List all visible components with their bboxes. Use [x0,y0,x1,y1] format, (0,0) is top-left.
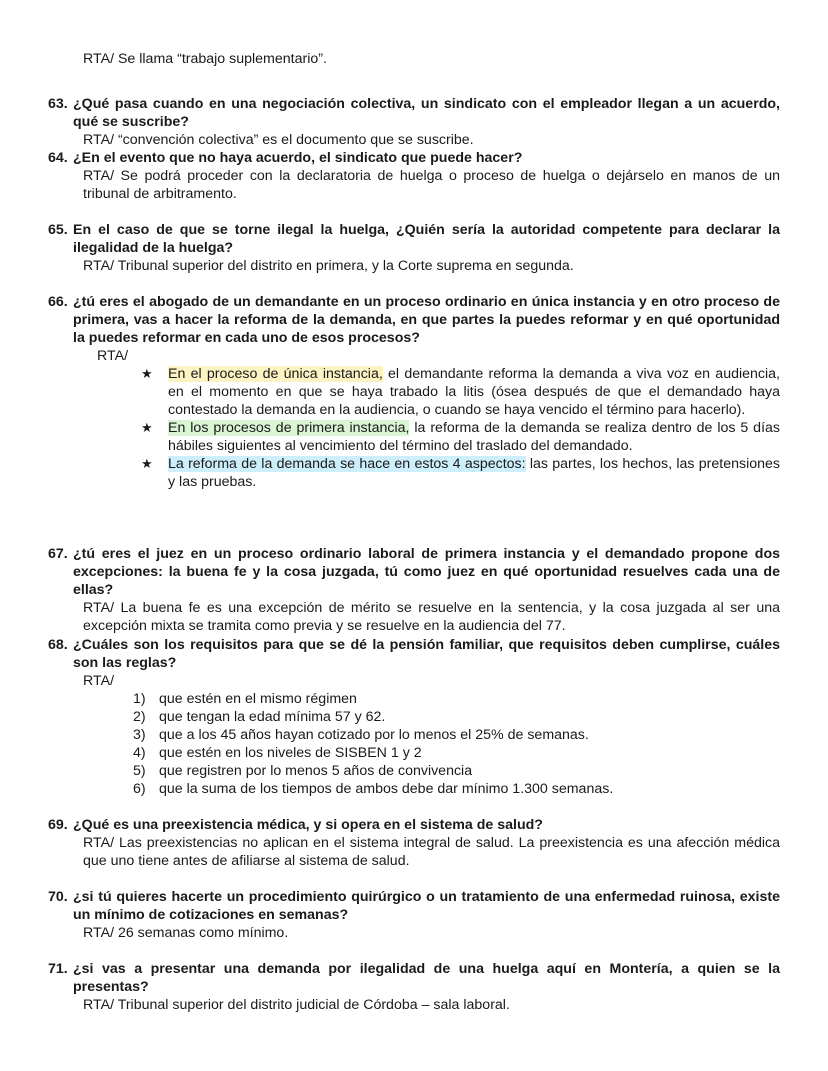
requirements-list [0,690,828,798]
question-label: En el caso de que se torne ilegal la huelga, ¿Quién sería la autoridad competente para declarar la ilegalidad de la huelga? [73,222,780,256]
answer-65: RTA/ Tribunal superior del distrito en primera, y la Corte suprema en segunda. [83,258,574,274]
question-63-text [0,95,828,131]
answer-69: RTA/ Las preexistencias no aplican en el sistema integral de salud. La preexistencia es una afección médica que uno tiene antes de afiliarse al sistema de salud. [83,835,780,869]
question-64 [0,149,828,203]
item-text: que la suma de los tiempos de ambos debe dar mínimo 1.300 semanas. [159,781,614,797]
item-text: que registren por lo menos 5 años de convivencia [159,763,473,779]
question-70-text [0,888,828,924]
list-item [133,744,780,762]
list-item [133,690,780,708]
question-number: 67. [48,546,68,562]
item-number: 6) [133,781,146,797]
question-label: ¿si tú quieres hacerte un procedimiento quirúrgico o un tratamiento de una enfermedad ruinosa, existe un mínimo de cotizaciones en semanas? [73,889,780,923]
question-66 [0,293,828,491]
list-item [133,708,780,726]
answer-70: RTA/ 26 semanas como mínimo. [83,925,289,941]
highlighted-phrase: En los procesos de primera instancia, [168,420,410,436]
question-65-text [0,221,828,257]
item-text: que estén en el mismo régimen [159,691,357,707]
highlighted-phrase: En el proceso de única instancia, [168,366,383,382]
item-text: que a los 45 años hayan cotizado por lo menos el 25% de semanas. [159,727,589,743]
answer-68-label: RTA/ [83,673,115,689]
question-label: ¿Cuáles son los requisitos para que se dé la pensión familiar, que requisitos deben cumplirse, cuáles son las reglas? [73,637,780,671]
bullet-text: las partes, los hechos, las pretensiones y las pruebas. [168,456,780,490]
question-64-text [0,149,828,167]
item-text: que estén en los niveles de SISBEN 1 y 2 [159,745,422,761]
question-number: 70. [48,889,68,905]
question-71-text [0,960,828,996]
question-number: 68. [48,637,68,653]
item-number: 5) [133,763,146,779]
question-label: ¿Qué es una preexistencia médica, y si opera en el sistema de salud? [73,817,543,833]
bullet-text: la reforma de la demanda se realiza dentro de los 5 días hábiles siguientes al vencimiento del término del traslado del demandado. [168,420,780,454]
question-71 [0,960,828,1014]
answer-66-label: RTA/ [97,348,129,364]
previous-answer-block [0,50,828,68]
question-63 [0,95,828,149]
list-item [133,726,780,744]
question-label: ¿En el evento que no haya acuerdo, el sindicato que puede hacer? [73,150,523,166]
item-number: 2) [133,709,146,725]
star-icon: ★ [141,420,153,435]
question-number: 65. [48,222,68,238]
question-label: ¿tú eres el abogado de un demandante en un proceso ordinario en única instancia y en otro proceso de primera, vas a hacer la reforma de la demanda, en que partes la puedes reformar y en qué oportunidad la puedes reformar en cada uno de esos procesos? [73,294,780,346]
question-67 [0,545,828,635]
question-number: 66. [48,294,68,310]
star-icon: ★ [141,456,153,471]
star-icon: ★ [141,366,153,381]
bullet-item [141,365,780,419]
bullet-text: el demandante reforma la demanda a viva voz en audiencia, en el momento en que se haya trabado la litis (ósea después de que el demandado haya contestado la demanda en la audiencia, o cuando se haya vencido el término para hacerlo). [168,366,780,418]
question-69-text [0,816,828,834]
answer-71: RTA/ Tribunal superior del distrito judicial de Córdoba – sala laboral. [83,997,510,1013]
item-number: 1) [133,691,146,707]
list-item [133,780,780,798]
question-66-text [0,293,828,347]
bullet-item [141,455,780,491]
question-65 [0,221,828,275]
item-number: 3) [133,727,146,743]
bullet-item [141,419,780,455]
question-label: ¿si vas a presentar una demanda por ilegalidad de una huelga aquí en Montería, a quien se la presentas? [73,961,780,995]
highlighted-phrase: La reforma de la demanda se hace en estos 4 aspectos: [168,456,526,472]
question-70 [0,888,828,942]
question-68-text [0,636,828,672]
answer-63: RTA/ “convención colectiva” es el documento que se suscribe. [83,132,474,148]
question-label: ¿Qué pasa cuando en una negociación colectiva, un sindicato con el empleador llegan a un acuerdo, qué se suscribe? [73,96,780,130]
question-number: 69. [48,817,68,833]
item-number: 4) [133,745,146,761]
question-68 [0,636,828,798]
item-text: que tengan la edad mínima 57 y 62. [159,709,386,725]
question-label: ¿tú eres el juez en un proceso ordinario laboral de primera instancia y el demandado propone dos excepciones: la buena fe y la cosa juzgada, tú como juez en qué oportunidad resuelves cada una de ellas? [73,546,780,598]
list-item [133,762,780,780]
question-number: 64. [48,150,68,166]
question-number: 63. [48,96,68,112]
previous-answer: RTA/ Se llama “trabajo suplementario”. [83,51,327,67]
answer-64: RTA/ Se podrá proceder con la declaratoria de huelga o proceso de huelga o dejárselo en manos de un tribunal de arbitramento. [83,168,780,202]
answer-67: RTA/ La buena fe es una excepción de mérito se resuelve en la sentencia, y la cosa juzgada al ser una excepción mixta se tramita como previa y se resuelve en la audiencia del 77. [83,600,780,634]
question-67-text [0,545,828,599]
answer-66-bullets [0,365,828,491]
question-69 [0,816,828,870]
question-number: 71. [48,961,68,977]
